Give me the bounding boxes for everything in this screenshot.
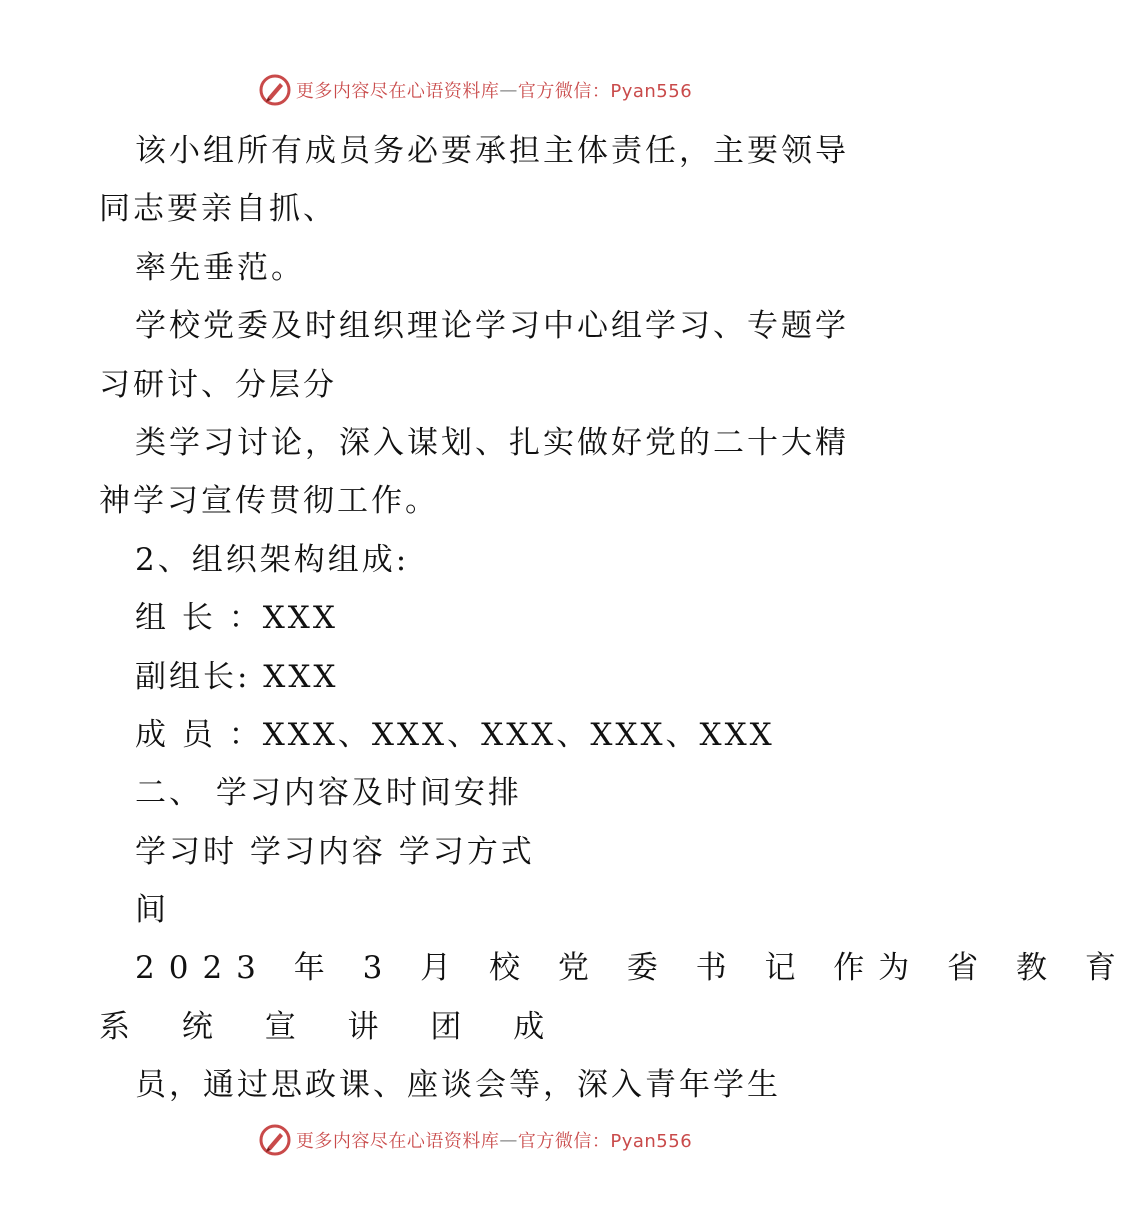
header-watermark [0,70,950,110]
text-line: 神学习宣传贯彻工作。 [99,483,439,520]
watermark-wechat-text: 官方微信：Pyan556 [517,81,693,102]
pen-logo-icon [258,1123,292,1157]
table-header-line: 学习时 学习内容 学习方式 [135,833,535,870]
text-line: 同志要亲自抓、 [99,191,337,228]
watermark-separator: — [499,1129,518,1151]
text-line: 该小组所有成员务必要承担主体责任，主要领导 [135,133,849,169]
watermark-wechat-text: 官方微信：Pyan556 [517,1131,693,1152]
deputy-leader-line: 副组长: XXX [135,658,339,695]
schedule-line: 系 统 宣 讲 团 成 [99,1008,566,1045]
text-line: 学校党委及时组织理论学习中心组学习、专题学 [135,308,849,345]
text-line: 类学习讨论，深入谋划、扎实做好党的二十大精 [135,424,849,461]
text-line: 率先垂范。 [135,249,305,286]
watermark-main-text: 更多内容尽在心语资料库 [295,1131,500,1152]
team-leader-line: 组 长 ：XXX [135,600,338,637]
schedule-line: 2023 年 3 月 校 党 委 书 记 作为 省 教 育 [135,950,1130,987]
schedule-line: 员，通过思政课、座谈会等，深入青年学生 [135,1067,781,1104]
section-heading: 二、 学习内容及时间安排 [135,775,522,812]
footer-watermark [0,1120,950,1160]
watermark-main-text: 更多内容尽在心语资料库 [295,81,500,102]
members-line: 成 员 ：XXX、XXX、XXX、XXX、XXX [135,716,775,753]
section-heading: 2、组织架构组成: [135,541,410,578]
table-header-line: 间 [135,892,169,929]
document-body [99,122,1130,1115]
text-line: 习研讨、分层分 [99,366,337,403]
watermark-separator: — [499,79,518,101]
pen-logo-icon [258,73,292,107]
